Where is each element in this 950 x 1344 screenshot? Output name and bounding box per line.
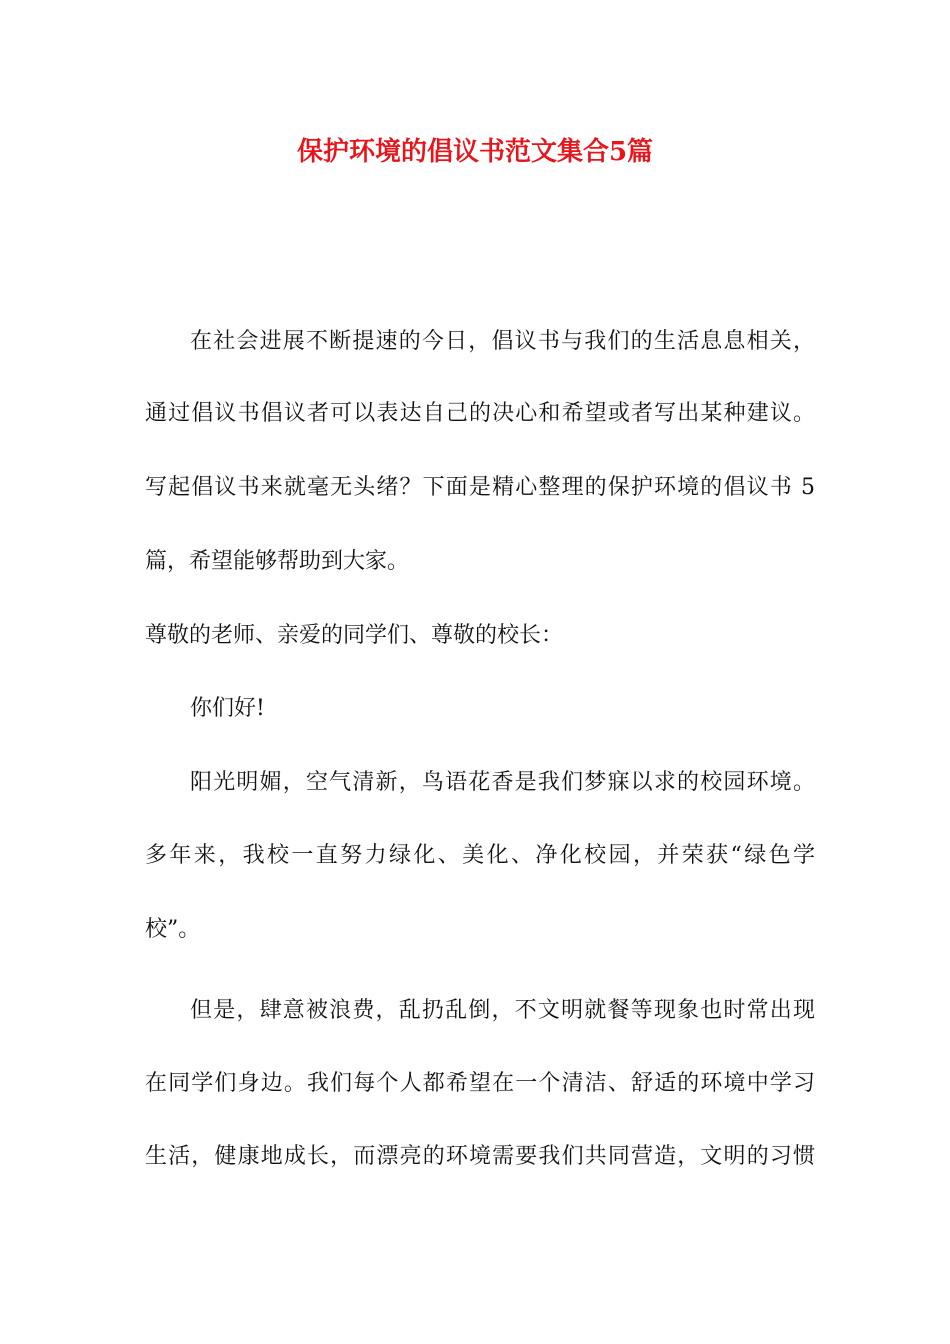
paragraph-line: 写起倡议书来就毫无头绪？下面是精心整理的保护环境的倡议书 5 <box>145 475 815 500</box>
salutation: 尊敬的老师、亲爱的同学们、尊敬的校长： <box>145 623 564 648</box>
paragraph-line: 篇，希望能够帮助到大家。 <box>145 549 410 574</box>
paragraph-line: 多年来，我校一直努力绿化、美化、净化校园，并荣获“绿色学 <box>145 843 815 868</box>
paragraph-line: 通过倡议书倡议者可以表达自己的决心和希望或者写出某种建议。 <box>145 401 815 426</box>
paragraph-line: 但是，肆意被浪费，乱扔乱倒，不文明就餐等现象也时常出现 <box>190 998 815 1023</box>
paragraph-line: 校”。 <box>145 917 201 942</box>
paragraph-line: 阳光明媚，空气清新，鸟语花香是我们梦寐以求的校园环境。 <box>190 770 815 795</box>
paragraph-line: 生活，健康地成长，而漂亮的环境需要我们共同营造，文明的习惯 <box>145 1144 815 1169</box>
document-title: 保护环境的倡议书范文集合5篇 <box>296 137 654 167</box>
greeting: 你们好! <box>190 696 265 721</box>
paragraph-line: 在同学们身边。我们每个人都希望在一个清洁、舒适的环境中学习 <box>145 1071 815 1096</box>
paragraph-line: 在社会进展不断提速的今日，倡议书与我们的生活息息相关， <box>190 329 815 354</box>
